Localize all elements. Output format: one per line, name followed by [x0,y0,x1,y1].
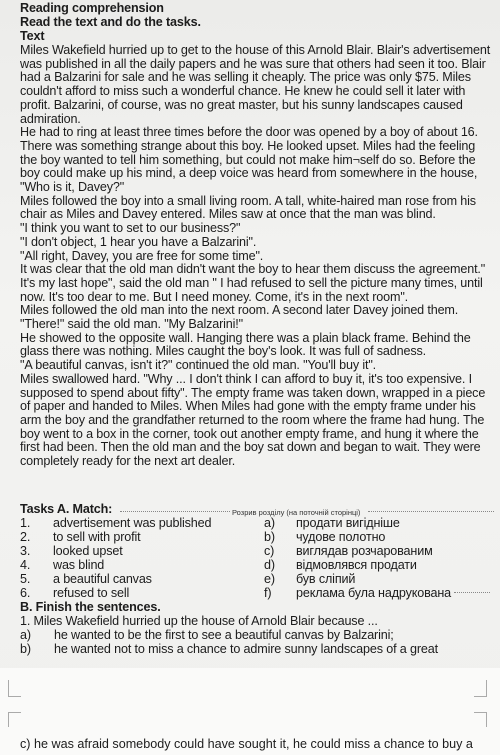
match-number: 1. [20,516,31,530]
instruction: Read the text and do the tasks. [20,15,201,29]
match-translation: реклама була надрукована [296,586,452,600]
match-row [20,517,490,531]
option-letter: b) [20,642,31,656]
text-label: Text [20,29,45,43]
section-break-label: Розрив розділу (на поточній сторінці) [232,508,361,517]
match-translation: виглядав розчарованим [296,544,433,558]
match-phrase: looked upset [53,544,123,558]
match-phrase: was blind [53,558,105,572]
story-paragraph: He had to ring at least three times before the door was opened by a boy of about 16. There was something strange about this boy. He looked upset. Miles had the feeling the boy wanted to tell him something, but could not make him¬self do so. Before the boy could make up his mind, a deep voice was heard from somewhere in the house, "Who is it, Davey?" [20,125,478,195]
option-text: he wanted to be the first to see a beautiful canvas by Balzarini; [54,628,394,642]
match-letter: d) [264,558,275,572]
match-number: 3. [20,544,31,558]
match-row [20,545,490,559]
match-phrase: advertisement was published [53,516,212,530]
match-letter: b) [264,530,275,544]
page-corner-mark [8,680,21,697]
story-paragraph: Miles followed the boy into a small living room. A tall, white-haired man rose from his chair as Miles and Davey entered. Miles saw at once that the man was blind. [20,193,476,222]
story-paragraph: "I think you want to set to our business?" [20,221,241,236]
document-title: Reading comprehension [20,1,164,15]
section-break-line [120,511,230,512]
option-text: he wanted not to miss a chance to admire sunny landscapes of a great [54,642,438,656]
match-number: 5. [20,572,31,586]
dotted-leader [454,592,490,593]
story-paragraph: "All right, Davey, you are free for some time". [20,248,264,263]
match-row [20,587,490,601]
page-corner-mark [474,712,487,727]
match-phrase: a beautiful canvas [53,572,152,586]
page-corner-mark [474,680,487,697]
finish-title: B. Finish the sentences. [20,600,161,614]
page-corner-mark [8,712,21,727]
match-translation: чудове полотно [296,530,386,544]
match-letter: c) [264,544,275,558]
answer-option-c: c) he was afraid somebody could have sought it, he could miss a chance to buy a [20,737,473,751]
match-translation: продати вигідніше [296,516,400,530]
match-phrase: to sell with profit [53,530,141,544]
match-number: 6. [20,586,31,600]
story-paragraph: He showed to the opposite wall. Hanging there was a plain black frame. Behind the glass there was nothing. Miles caught the boy's look. It was full of sadness. [20,330,471,359]
match-row [20,559,490,573]
match-letter: a) [264,516,275,530]
match-row [20,531,490,545]
story-paragraph: Miles Wakefield hurried up to get to the house of this Arnold Blair. Blair's advertisement was published in all the daily papers and he was sure that others had seen it too. Blair had a Balzarini for sale and he was selling it cheaply. The price was only $75. Miles couldn't afford to miss such a wonderful chance. He knew he could sell it later with profit. Balzarini, of course, was no great master, but his sunny landscapes caused admiration. [20,43,491,126]
match-row [20,573,490,587]
story-text [20,44,494,469]
question-1: 1. Miles Wakefield hurried up the house of Arnold Blair because ... [20,614,378,628]
match-letter: f) [264,586,272,600]
match-translation: був сліпий [296,572,356,586]
match-phrase: refused to sell [53,586,130,600]
tasks-title: Tasks A. Match: [20,502,113,516]
match-number: 4. [20,558,31,572]
match-number: 2. [20,530,31,544]
story-paragraph: "A beautiful canvas, isn't it?" continued the old man. "You'll buy it". [20,358,377,373]
story-paragraph: Miles followed the old man into the next room. A second later Davey joined them. "There!" said the old man. "My Balzarini!" [20,303,459,332]
story-paragraph: Miles swallowed hard. "Why ... I don't think I can afford to buy it, it's too expensive. I supposed to spend about fifty". The empty frame was taken down, wrapped in a piece of paper and handed to Miles. When Miles had gone with the empty frame under his arm the boy and the grandfather returned to the room where the frame had hung. The boy went to a box in the corner, took out another empty frame, and hung it where the first had been. Then the old man and the boy sat down and began to wait. They were completely ready for the next art dealer. [20,371,486,469]
option-letter: a) [20,628,31,642]
match-translation: відмовлявся продати [296,558,417,572]
story-paragraph: It was clear that the old man didn't want the boy to hear them discuss the agreement." It's my last hope", said the old man " I had refused to sell the picture many times, until now. It's too dear to me. But I need money. Come, it's in the next room". [20,262,486,304]
section-break-line [368,511,494,512]
story-paragraph: "I don't object, 1 hear you have a Balzarini". [20,234,257,249]
match-letter: e) [264,572,275,586]
